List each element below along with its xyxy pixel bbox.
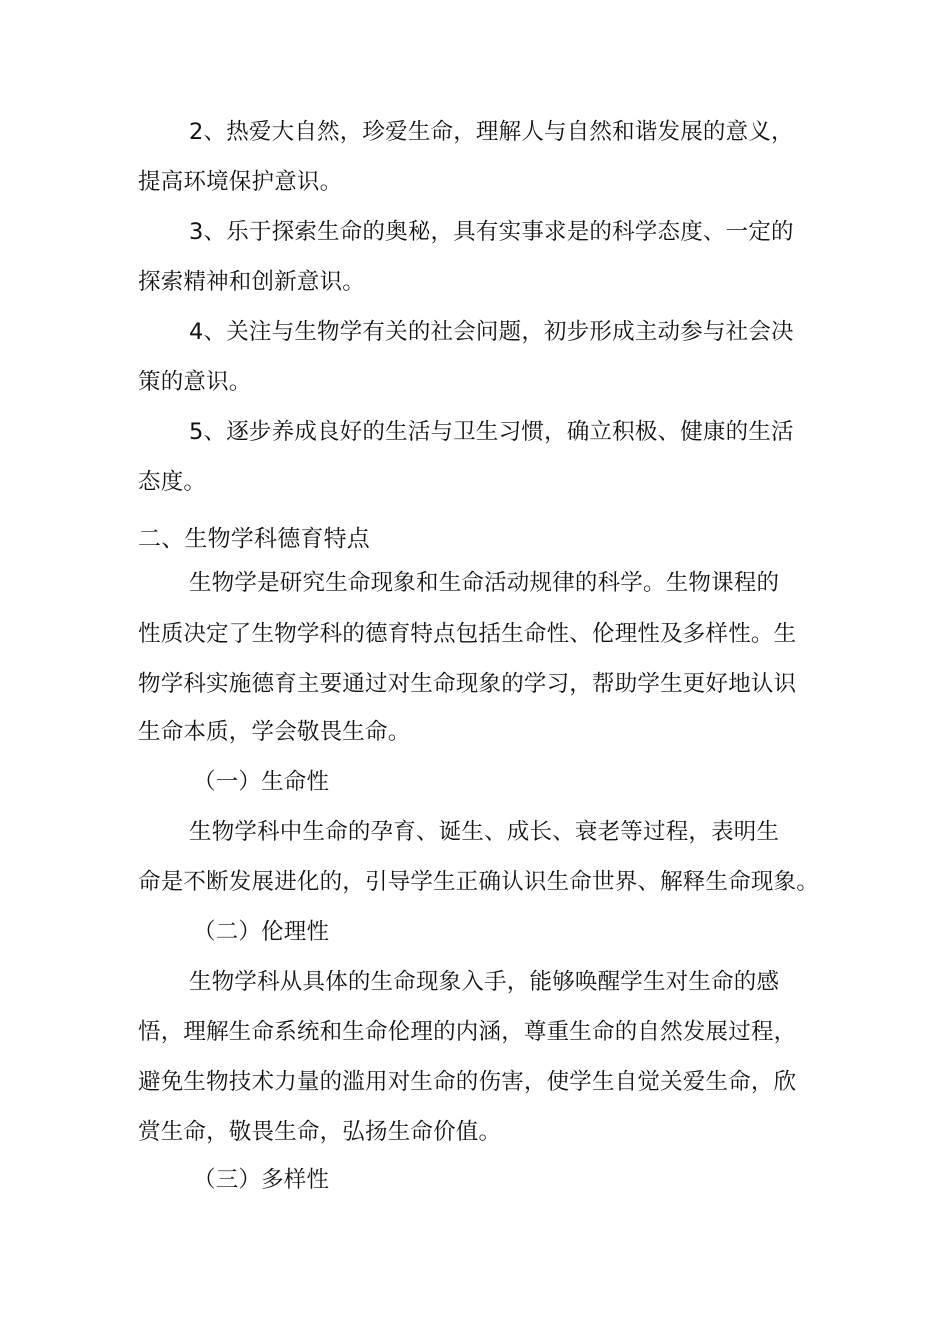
goal-item-2-line-1: 2、热爱大自然，珍爱生命，理解人与自然和谐发展的意义， [189, 119, 794, 145]
subheading-diversity: （三）多样性 [193, 1167, 330, 1193]
section-heading: 二、生物学科德育特点 [138, 526, 370, 552]
goal-item-2-line-2: 提高环境保护意识。 [138, 169, 343, 195]
life-paragraph-line-1: 生物学科中生命的孕育、诞生、成长、衰老等过程，表明生 [189, 819, 780, 845]
goal-item-3-line-1: 3、乐于探索生命的奥秘，具有实事求是的科学态度、一定的 [189, 219, 794, 245]
ethics-paragraph-line-1: 生物学科从具体的生命现象入手，能够唤醒学生对生命的感 [189, 969, 780, 995]
section-paragraph-line-2: 性质决定了生物学科的德育特点包括生命性、伦理性及多样性。生 [138, 621, 797, 647]
ethics-paragraph-line-4: 赏生命，敬畏生命，弘扬生命价值。 [138, 1119, 502, 1145]
section-paragraph-line-3: 物学科实施德育主要通过对生命现象的学习，帮助学生更好地认识 [138, 671, 797, 697]
section-paragraph-line-4: 生命本质，学会敬畏生命。 [138, 719, 411, 745]
section-paragraph-line-1: 生物学是研究生命现象和生命活动规律的科学。生物课程的 [189, 570, 780, 596]
subheading-ethics: （二）伦理性 [193, 919, 330, 945]
ethics-paragraph-line-3: 避免生物技术力量的滥用对生命的伤害，使学生自觉关爱生命，欣 [138, 1069, 797, 1095]
goal-item-5-line-2: 态度。 [138, 469, 207, 495]
goal-item-5-line-1: 5、逐步养成良好的生活与卫生习惯，确立积极、健康的生活 [189, 419, 794, 445]
goal-item-4-line-2: 策的意识。 [138, 369, 252, 395]
goal-item-3-line-2: 探索精神和创新意识。 [138, 269, 366, 295]
ethics-paragraph-line-2: 悟，理解生命系统和生命伦理的内涵，尊重生命的自然发展过程， [138, 1019, 797, 1045]
goal-item-4-line-1: 4、关注与生物学有关的社会问题，初步形成主动参与社会决 [189, 319, 794, 345]
subheading-life: （一）生命性 [193, 769, 330, 795]
life-paragraph-line-2: 命是不断发展进化的，引导学生正确认识生命世界、解释生命现象。 [138, 869, 820, 895]
